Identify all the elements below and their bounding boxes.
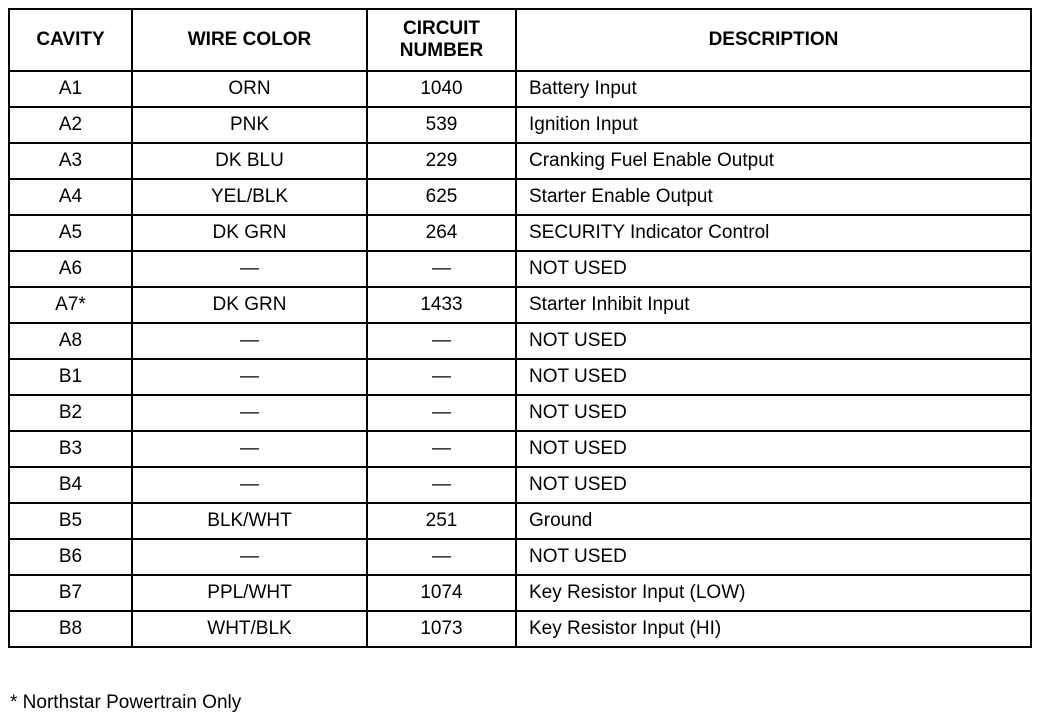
header-wire-color: WIRE COLOR bbox=[132, 9, 367, 71]
header-description: DESCRIPTION bbox=[516, 9, 1031, 71]
cell-circuit-number: — bbox=[367, 251, 516, 287]
cell-cavity: B5 bbox=[9, 503, 132, 539]
cell-description: NOT USED bbox=[516, 431, 1031, 467]
cell-description: Battery Input bbox=[516, 71, 1031, 107]
cell-cavity: A4 bbox=[9, 179, 132, 215]
cell-circuit-number: 1433 bbox=[367, 287, 516, 323]
cell-wire-color: — bbox=[132, 323, 367, 359]
cell-wire-color: YEL/BLK bbox=[132, 179, 367, 215]
cell-cavity: A6 bbox=[9, 251, 132, 287]
header-circuit-line2: NUMBER bbox=[399, 40, 484, 61]
cell-description: NOT USED bbox=[516, 395, 1031, 431]
cell-cavity: B8 bbox=[9, 611, 132, 647]
cell-cavity: B6 bbox=[9, 539, 132, 575]
cell-circuit-number: — bbox=[367, 539, 516, 575]
table-row bbox=[9, 611, 1031, 647]
header-circuit-line1: CIRCUIT bbox=[402, 18, 481, 39]
cell-cavity: B7 bbox=[9, 575, 132, 611]
cell-wire-color: PPL/WHT bbox=[132, 575, 367, 611]
cell-circuit-number: 1040 bbox=[367, 71, 516, 107]
cell-description: Ground bbox=[516, 503, 1031, 539]
cell-cavity: B4 bbox=[9, 467, 132, 503]
table-row bbox=[9, 287, 1031, 323]
connector-pinout-table bbox=[8, 8, 1032, 648]
cell-circuit-number: — bbox=[367, 359, 516, 395]
cell-cavity: A1 bbox=[9, 71, 132, 107]
table-row bbox=[9, 575, 1031, 611]
cell-wire-color: PNK bbox=[132, 107, 367, 143]
cell-cavity: A8 bbox=[9, 323, 132, 359]
table-row bbox=[9, 431, 1031, 467]
cell-wire-color: — bbox=[132, 251, 367, 287]
cell-wire-color: — bbox=[132, 359, 367, 395]
cell-cavity: A7* bbox=[9, 287, 132, 323]
cell-description: NOT USED bbox=[516, 467, 1031, 503]
cell-description: NOT USED bbox=[516, 539, 1031, 575]
cell-wire-color: DK GRN bbox=[132, 287, 367, 323]
cell-description: Starter Enable Output bbox=[516, 179, 1031, 215]
cell-description: Cranking Fuel Enable Output bbox=[516, 143, 1031, 179]
table-row bbox=[9, 143, 1031, 179]
cell-cavity: A3 bbox=[9, 143, 132, 179]
table-header bbox=[9, 9, 1031, 71]
cell-circuit-number: 539 bbox=[367, 107, 516, 143]
header-circuit-number bbox=[367, 9, 516, 71]
footnote: * Northstar Powertrain Only bbox=[10, 692, 242, 713]
table-row bbox=[9, 323, 1031, 359]
table-row bbox=[9, 467, 1031, 503]
cell-circuit-number: 625 bbox=[367, 179, 516, 215]
cell-wire-color: — bbox=[132, 539, 367, 575]
cell-wire-color: — bbox=[132, 395, 367, 431]
cell-cavity: B2 bbox=[9, 395, 132, 431]
cell-circuit-number: 1074 bbox=[367, 575, 516, 611]
table-row bbox=[9, 251, 1031, 287]
header-row bbox=[9, 9, 1031, 71]
cell-wire-color: DK GRN bbox=[132, 215, 367, 251]
table-row bbox=[9, 359, 1031, 395]
cell-circuit-number: 229 bbox=[367, 143, 516, 179]
header-cavity: CAVITY bbox=[9, 9, 132, 71]
table-body bbox=[9, 71, 1031, 647]
cell-description: Key Resistor Input (HI) bbox=[516, 611, 1031, 647]
cell-description: NOT USED bbox=[516, 323, 1031, 359]
cell-description: Starter Inhibit Input bbox=[516, 287, 1031, 323]
cell-wire-color: — bbox=[132, 431, 367, 467]
cell-cavity: A5 bbox=[9, 215, 132, 251]
table-row bbox=[9, 71, 1031, 107]
cell-cavity: B1 bbox=[9, 359, 132, 395]
cell-description: NOT USED bbox=[516, 251, 1031, 287]
cell-circuit-number: 264 bbox=[367, 215, 516, 251]
cell-description: Key Resistor Input (LOW) bbox=[516, 575, 1031, 611]
table-row bbox=[9, 503, 1031, 539]
cell-circuit-number: — bbox=[367, 431, 516, 467]
table-row bbox=[9, 179, 1031, 215]
cell-description: NOT USED bbox=[516, 359, 1031, 395]
cell-cavity: A2 bbox=[9, 107, 132, 143]
cell-wire-color: WHT/BLK bbox=[132, 611, 367, 647]
cell-wire-color: — bbox=[132, 467, 367, 503]
cell-wire-color: BLK/WHT bbox=[132, 503, 367, 539]
cell-wire-color: DK BLU bbox=[132, 143, 367, 179]
cell-wire-color: ORN bbox=[132, 71, 367, 107]
cell-circuit-number: 251 bbox=[367, 503, 516, 539]
cell-circuit-number: — bbox=[367, 395, 516, 431]
table-row bbox=[9, 539, 1031, 575]
cell-description: SECURITY Indicator Control bbox=[516, 215, 1031, 251]
cell-cavity: B3 bbox=[9, 431, 132, 467]
cell-circuit-number: 1073 bbox=[367, 611, 516, 647]
table-row bbox=[9, 215, 1031, 251]
table-row bbox=[9, 107, 1031, 143]
cell-circuit-number: — bbox=[367, 467, 516, 503]
cell-description: Ignition Input bbox=[516, 107, 1031, 143]
table-row bbox=[9, 395, 1031, 431]
cell-circuit-number: — bbox=[367, 323, 516, 359]
